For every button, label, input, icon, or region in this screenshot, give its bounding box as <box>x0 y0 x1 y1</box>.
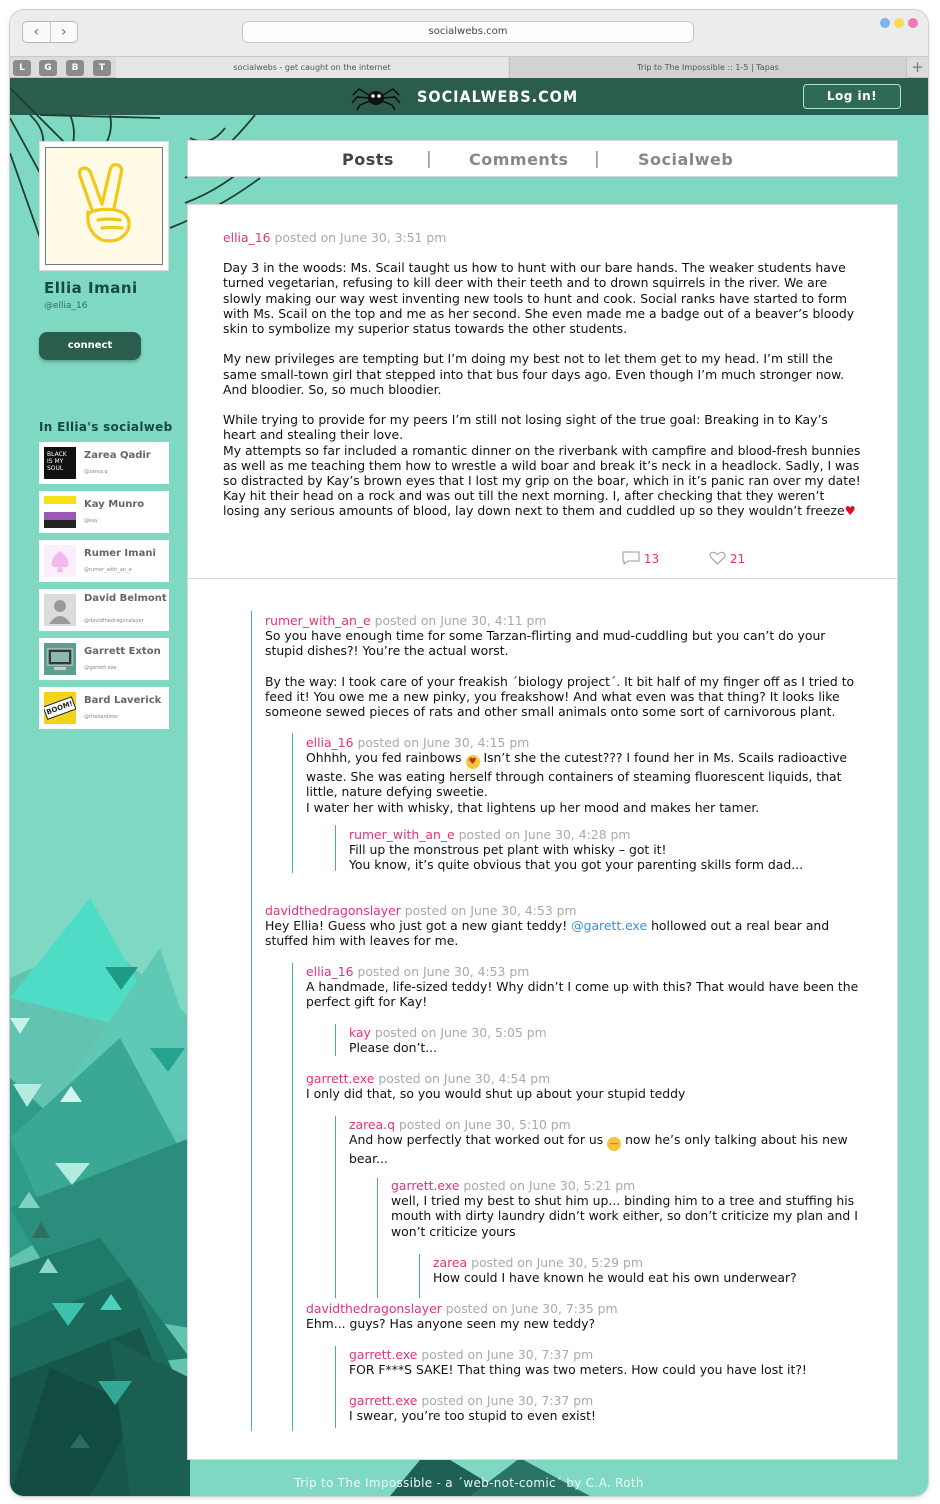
post-paragraph: Day 3 in the woods: Ms. Scail taught us how to hunt with our bare hands. The weaker students have turned vegetarian, refusing to kill deer with their teeth and to drown squirrels in the river. We are slowly making our way west inventing new tools to hunt and cook. Social ranks have started to form with Ms. Scail on the top and me as her second. She even made me a badge out of a beaver’s bloody skin to symbolize my superior status towards the other students. <box>223 260 855 337</box>
thread-line <box>377 1178 378 1298</box>
user-mention-link[interactable]: @garett.exe <box>571 918 648 934</box>
friend-name: Zarea Qadir <box>84 450 151 461</box>
tab-comments[interactable]: Comments <box>469 150 569 169</box>
comment <box>306 1301 866 1331</box>
spade-icon <box>44 545 76 577</box>
comment-author[interactable]: ellia_16 <box>306 964 354 979</box>
profile-avatar[interactable] <box>39 141 169 271</box>
history-buttons <box>22 21 78 43</box>
comment-text: A handmade, life-sized teddy! Why didn’t I come up with this? That would have been the perfect gift for Kay! <box>306 979 859 1010</box>
comment <box>349 1393 869 1423</box>
like-count-value: 21 <box>729 552 746 566</box>
tab-socialwebs[interactable]: socialwebs - get caught on the internet <box>116 57 508 78</box>
comment-text: I swear, you’re too stupid to even exist! <box>349 1408 596 1424</box>
comment-meta: posted on June 30, 7:35 pm <box>445 1301 618 1316</box>
comment-author[interactable]: garrett.exe <box>349 1347 418 1362</box>
heart-icon: ♥ <box>844 503 856 519</box>
friend-card[interactable] <box>39 442 169 484</box>
friends-list <box>39 442 169 736</box>
avatar-badge-text: BLACK IS MY SOUL <box>47 451 67 472</box>
profile-handle: @ellia_16 <box>44 301 88 311</box>
comment <box>265 903 865 949</box>
comment-text: Please don’t... <box>349 1040 438 1056</box>
comment-text-part: now he’s only talking about his new bear... <box>349 1132 848 1167</box>
comment-icon <box>622 551 640 565</box>
comment-author[interactable]: rumer_with_an_e <box>349 827 455 842</box>
comment-meta: posted on June 30, 5:21 pm <box>463 1178 636 1193</box>
post <box>223 230 863 519</box>
thread-line <box>419 1254 420 1298</box>
comment-author[interactable]: garrett.exe <box>306 1071 375 1086</box>
avatar-badge-text: BOOM! <box>44 696 76 720</box>
address-bar[interactable]: socialwebs.com <box>242 21 694 43</box>
friend-handle: @davidthedragonslayer <box>84 618 144 624</box>
friend-handle: @rumer_with_an_e <box>84 567 132 573</box>
thread-line <box>251 611 252 1431</box>
comment-text: You know, it’s quite obvious that you got your parenting skills form dad... <box>349 857 804 873</box>
comment <box>391 1178 871 1239</box>
friend-name: Garrett Exton <box>84 646 161 657</box>
post-header <box>223 230 863 245</box>
comment-text: Ehm... guys? Has anyone seen my new teddy? <box>306 1316 596 1332</box>
friend-name: Kay Munro <box>84 499 145 510</box>
friend-avatar <box>44 496 76 528</box>
comment-author[interactable]: ellia_16 <box>306 735 354 750</box>
comment-meta: posted on June 30, 5:10 pm <box>398 1117 571 1132</box>
tab-separator: | <box>426 149 432 169</box>
post-paragraph: My new privileges are tempting but I’m doing my best not to let them get to my head. I’m still the same small-town girl that stepped into that bus four days ago. Even though I’m much stronger now. And bloodier. So, so much bloodier. <box>223 351 845 397</box>
window-dot-yellow[interactable] <box>894 18 904 28</box>
comment-text-part: And how perfectly that worked out for us <box>349 1132 608 1148</box>
title-bar <box>10 10 928 56</box>
extension-b[interactable]: B <box>66 60 84 76</box>
comment-text-part: hollowed out a real bear and stuffed him with leaves for me. <box>265 918 830 949</box>
window-dot-blue[interactable] <box>880 18 890 28</box>
friend-card[interactable] <box>39 540 169 582</box>
comment-text: By the way: I took care of your freakish ´biology project´. It bit half of my finger off as I tried to feed it! You owe me a new pinky, you freakshow! And what even was that thing? It looks like someone sewed pieces of rats and other small animals onto some sort of carnivorous plant. <box>265 673 855 720</box>
post-paragraph-last <box>223 443 863 519</box>
comment-meta: posted on June 30, 4:53 pm <box>404 903 577 918</box>
comment <box>433 1255 873 1285</box>
comment-text-part: Isn’t she the cutest??? I found her in Ms. Scails radioactive waste. She was eating herself through containers of steaming fluorescent liquids, that little, nature defying sweetie. <box>306 750 848 800</box>
comment-count[interactable] <box>622 551 659 566</box>
comment-text-part: Ohhhh, you fed rainbows <box>306 750 466 766</box>
thread-line <box>292 733 293 873</box>
comment-meta: posted on June 30, 4:54 pm <box>378 1071 551 1086</box>
comment <box>349 1025 869 1055</box>
comment-author[interactable]: rumer_with_an_e <box>265 613 371 628</box>
comment-text <box>265 918 865 948</box>
comment-author[interactable]: davidthedragonslayer <box>306 1301 442 1316</box>
post-paragraph-text: My attempts so far included a romantic dinner on the riverbank with campfire and blood-fresh bunnies as well as me teaching them how to wrestle a wild boar and break it’s neck in a headlock. Sadly, I was so distracted by Kay’s brown eyes that I lost my grip on the boar, which in it’s panic ran over my date! Kay hit their head on a rock and was out till the next morning. I, after checking that they weren’t losing any serious amounts of blood, lay down next to them and cuddled up so they wouldn’t freeze <box>223 442 861 519</box>
friend-avatar <box>44 643 76 675</box>
comment-text: well, I tried my best to shut him up... binding him to a tree and stuffing his mouth with dirty laundry didn’t work either, so don’t criticize my plan and I won’t criticize yours <box>391 1193 858 1239</box>
comment <box>265 613 865 719</box>
comment-meta: posted on June 30, 7:37 pm <box>421 1393 594 1408</box>
connect-button[interactable]: connect <box>39 332 141 360</box>
extension-t[interactable]: T <box>93 60 111 76</box>
friend-name: Bard Laverick <box>84 695 162 706</box>
friend-card[interactable] <box>39 589 169 631</box>
comment-author[interactable]: garrett.exe <box>391 1178 460 1193</box>
tab-tapas[interactable]: Trip to The Impossible :: 1-5 | Tapas <box>509 57 906 78</box>
comment-count-value: 13 <box>643 552 660 566</box>
comment-author[interactable]: davidthedragonslayer <box>265 903 401 918</box>
post-divider <box>188 578 897 579</box>
comment-author[interactable]: zarea.q <box>349 1117 395 1132</box>
comment-text: How could I have known he would eat his own underwear? <box>433 1270 797 1286</box>
socialweb-title: In Ellia's socialweb <box>39 420 173 434</box>
thread-line <box>292 963 293 1431</box>
friend-avatar <box>44 545 76 577</box>
friend-handle: @thebardster <box>84 714 119 720</box>
comment-meta: posted on June 30, 4:15 pm <box>357 735 530 750</box>
friend-handle: @zarea.q <box>84 469 108 475</box>
browser-window <box>10 10 928 1496</box>
tab-separator: | <box>594 149 600 169</box>
friend-card[interactable] <box>39 491 169 533</box>
post-paragraph: While trying to provide for my peers I’m still not losing sight of the true goal: Breaking in to Kay’s heart and stealing their love. <box>223 412 828 443</box>
peace-hand-icon <box>58 160 150 252</box>
like-heart-icon <box>709 551 726 565</box>
comment-text <box>306 750 866 799</box>
profile-tabs <box>187 140 898 177</box>
friend-avatar <box>44 594 76 626</box>
comment-author[interactable]: zarea <box>433 1255 468 1270</box>
forward-icon[interactable]: › <box>60 24 67 40</box>
comment-text: FOR F***S SAKE! That thing was two meters. How could you have lost it?! <box>349 1362 807 1378</box>
post-meta: posted on June 30, 3:51 pm <box>274 230 447 245</box>
comment-text: I water her with whisky, that lightens up her mood and makes her tamer. <box>306 799 760 815</box>
friend-avatar <box>44 447 76 479</box>
comment-meta: posted on June 30, 4:11 pm <box>374 613 547 628</box>
site-footer: Trip to The Impossible - a ´web-not-comic´ by C.A. Roth <box>294 1476 644 1490</box>
window-controls <box>880 18 918 28</box>
comment <box>306 964 866 1010</box>
login-button[interactable]: Log in! <box>803 84 901 109</box>
comment <box>349 827 869 873</box>
page <box>10 78 928 1496</box>
tab-strip <box>10 56 928 78</box>
comment-meta: posted on June 30, 4:53 pm <box>357 964 530 979</box>
comment-meta: posted on June 30, 5:05 pm <box>374 1025 547 1040</box>
thread-line <box>335 825 336 871</box>
default-user-icon <box>44 594 76 626</box>
heart-eyes-emoji-icon: ♥ <box>466 755 480 769</box>
post-author[interactable]: ellia_16 <box>223 230 271 245</box>
comment-author[interactable]: garrett.exe <box>349 1393 418 1408</box>
expressionless-emoji-icon: — <box>607 1137 621 1151</box>
back-icon[interactable]: ‹ <box>23 22 51 42</box>
tab-socialweb[interactable]: Socialweb <box>638 150 734 169</box>
like-count[interactable] <box>709 551 745 566</box>
new-tab-button[interactable]: + <box>906 57 928 78</box>
friend-name: David Belmont <box>84 593 167 604</box>
friend-card[interactable] <box>39 638 169 680</box>
comment <box>349 1117 869 1166</box>
avatar-image <box>45 147 163 265</box>
thread-line <box>335 1024 336 1056</box>
comment-text: So you have enough time for some Tarzan-flirting and mud-cuddling but you can’t do your stupid dishes?! You’re the actual worst. <box>265 628 826 659</box>
comment-meta: posted on June 30, 5:29 pm <box>471 1255 643 1270</box>
site-logo[interactable]: SOCIALWEBS.COM <box>417 87 579 106</box>
comment-text-part: Hey Ellia! Guess who just got a new giant teddy! <box>265 918 572 934</box>
tab-posts[interactable]: Posts <box>342 150 394 169</box>
comment-text: I only did that, so you would shut up about your stupid teddy <box>306 1086 686 1102</box>
post-panel <box>187 204 898 1460</box>
friend-handle: @kay <box>84 518 98 524</box>
computer-icon <box>44 643 76 675</box>
comment-meta: posted on June 30, 4:28 pm <box>458 827 631 842</box>
friend-handle: @garrett.exe <box>84 665 117 671</box>
comment-text <box>349 1132 869 1166</box>
extension-g[interactable]: G <box>39 60 57 76</box>
friend-name: Rumer Imani <box>84 548 156 559</box>
friend-card[interactable] <box>39 687 169 729</box>
comment-text: Fill up the monstrous pet plant with whisky – got it! <box>349 842 667 858</box>
comment <box>306 735 866 815</box>
extension-l[interactable]: L <box>13 60 31 76</box>
window-dot-pink[interactable] <box>908 18 918 28</box>
thread-line <box>335 1346 336 1428</box>
profile-name: Ellia Imani <box>44 279 138 297</box>
comment-meta: posted on June 30, 7:37 pm <box>421 1347 594 1362</box>
comment <box>349 1347 869 1377</box>
comment-author[interactable]: kay <box>349 1025 371 1040</box>
thread-line <box>335 1116 336 1298</box>
spider-icon <box>351 83 401 111</box>
comment <box>306 1071 866 1101</box>
friend-avatar <box>44 692 76 724</box>
